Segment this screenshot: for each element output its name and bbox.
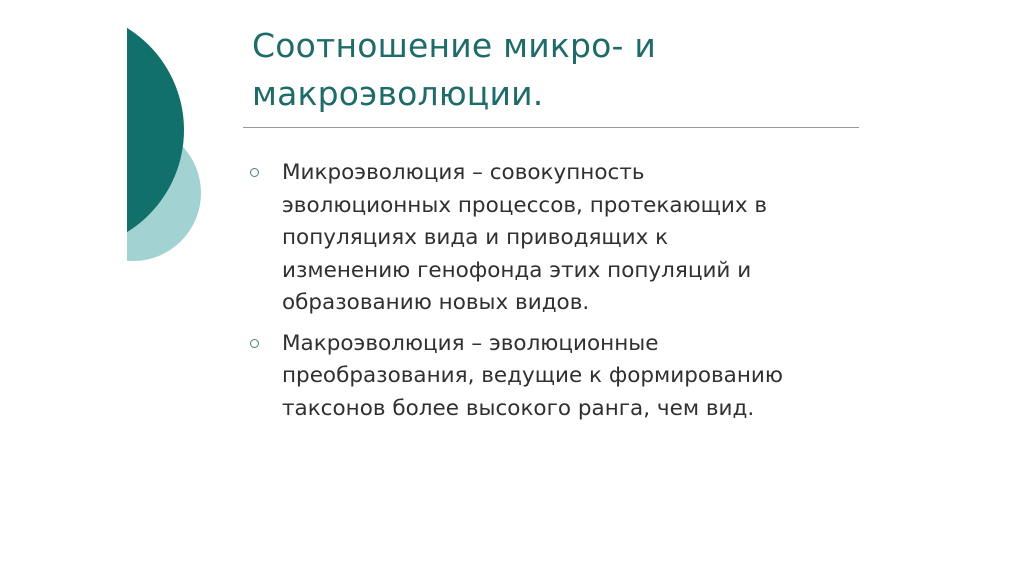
circle-bullet-icon <box>250 168 259 177</box>
circle-bullet-icon <box>250 339 259 348</box>
decorative-circles <box>0 0 240 574</box>
bullet-text: Микроэволюция – совокупность эволюционных процессов, протекающих в популяциях вида и приводящих к изменению генофонда этих популяций и образованию новых видов. <box>282 160 768 315</box>
title-divider <box>243 127 859 128</box>
bullet-text: Макроэволюция – эволюционные преобразования, ведущие к формированию таксонов более высокого ранга, чем вид. <box>282 330 783 421</box>
bullet-item-macroevolution <box>250 328 870 426</box>
slide-title: Соотношение микро- и макроэволюции. <box>252 26 656 113</box>
bullet-item-microevolution <box>250 157 870 320</box>
bullet-list <box>250 157 870 433</box>
